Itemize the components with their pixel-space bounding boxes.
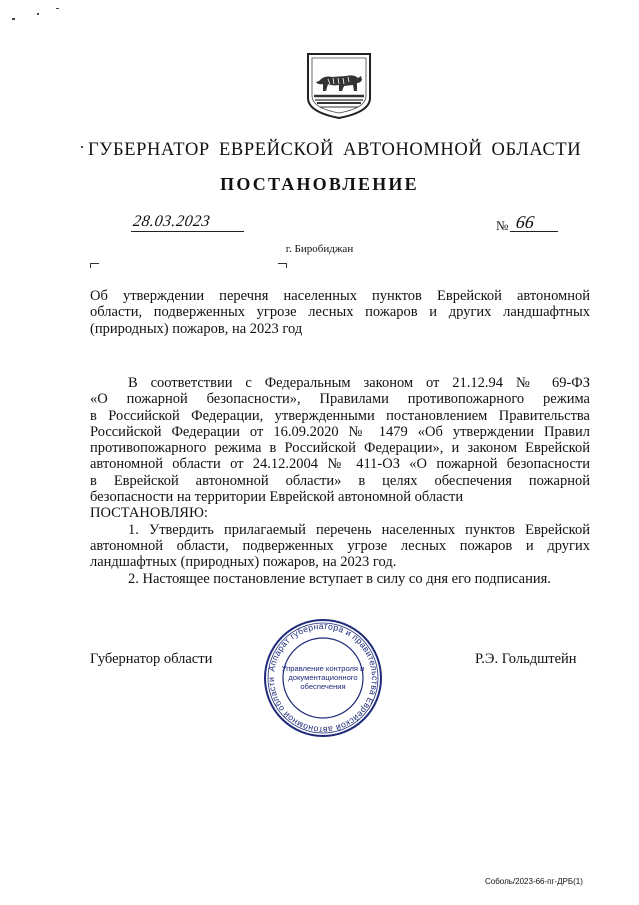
number-sign: № xyxy=(496,218,509,233)
scan-speck xyxy=(37,13,39,15)
scan-speck xyxy=(81,146,83,148)
scan-speck xyxy=(12,18,15,20)
issuing-authority: ГУБЕРНАТОР ЕВРЕЙСКОЙ АВТОНОМНОЙ ОБЛАСТИ xyxy=(88,140,582,160)
subject-line: Об утверждении перечня населенных пунктов Еврейской автономной xyxy=(90,288,590,304)
date-underline xyxy=(131,231,244,232)
body-line: автономной области, подверженных угрозе лесных пожаров и других xyxy=(90,537,590,554)
resolution-keyword: ПОСТАНОВЛЯЮ: xyxy=(90,505,208,522)
body-line: в Еврейской автономной области» в целях обеспечения пожарной xyxy=(90,472,590,489)
subject-corner-left xyxy=(90,263,99,268)
seal-outer-text: Аппарат губернатора и правительства Еврейской автономной области xyxy=(265,620,381,736)
body-line: ландшафтных (природных) пожаров, на 2023 год. xyxy=(90,554,397,571)
seal-inner-line: документационного xyxy=(288,673,358,682)
body-line: 2. Настоящее постановление вступает в силу со дня его подписания. xyxy=(128,570,551,587)
body-line: в Российской Федерации, утвержденными постановлением Правительства xyxy=(90,407,590,424)
body-line: Российской Федерации от 16.09.2020 № 1479 «Об утверждении Правил xyxy=(90,423,590,440)
document-registration-code: Соболь/2023-66-пг-ДРБ(1) xyxy=(485,877,583,886)
seal-inner-line: обеспечения xyxy=(300,682,346,691)
signatory-name: Р.Э. Гольдштейн xyxy=(475,651,577,667)
body-line: безопасности на территории Еврейской автономной области xyxy=(90,489,464,506)
seal-inner-line: Управление контроля и xyxy=(281,664,365,673)
scan-speck xyxy=(56,8,59,9)
city: г. Биробиджан xyxy=(285,243,354,255)
body-line: «О пожарной безопасности», Правилами противопожарного режима xyxy=(90,391,590,408)
document-number: 66 xyxy=(514,212,536,232)
subject-corner-right xyxy=(278,263,287,268)
document-subject xyxy=(90,288,590,337)
subject-line: области, подверженных угрозе лесных пожаров и других ландшафтных xyxy=(90,304,590,321)
document-type: ПОСТАНОВЛЕНИЕ xyxy=(220,174,419,194)
body-line: В соответствии с Федеральным законом от 21.12.94 № 69-ФЗ xyxy=(128,375,590,391)
subject-line: (природных) пожаров, на 2023 год xyxy=(90,320,303,337)
number-underline xyxy=(510,231,558,232)
body-line: противопожарного режима в Российской Федерации», и законом Еврейской xyxy=(90,440,590,457)
document-body xyxy=(90,375,590,587)
body-line: 1. Утвердить прилагаемый перечень населенных пунктов Еврейской xyxy=(128,521,590,538)
coat-of-arms-emblem xyxy=(302,50,376,120)
signatory-role: Губернатор области xyxy=(90,651,213,667)
document-date: 28.03.2023 xyxy=(131,213,212,230)
official-seal-stamp xyxy=(262,617,384,739)
body-line: автономной области от 24.12.2004 № 411-ОЗ «О пожарной безопасности xyxy=(90,456,590,473)
